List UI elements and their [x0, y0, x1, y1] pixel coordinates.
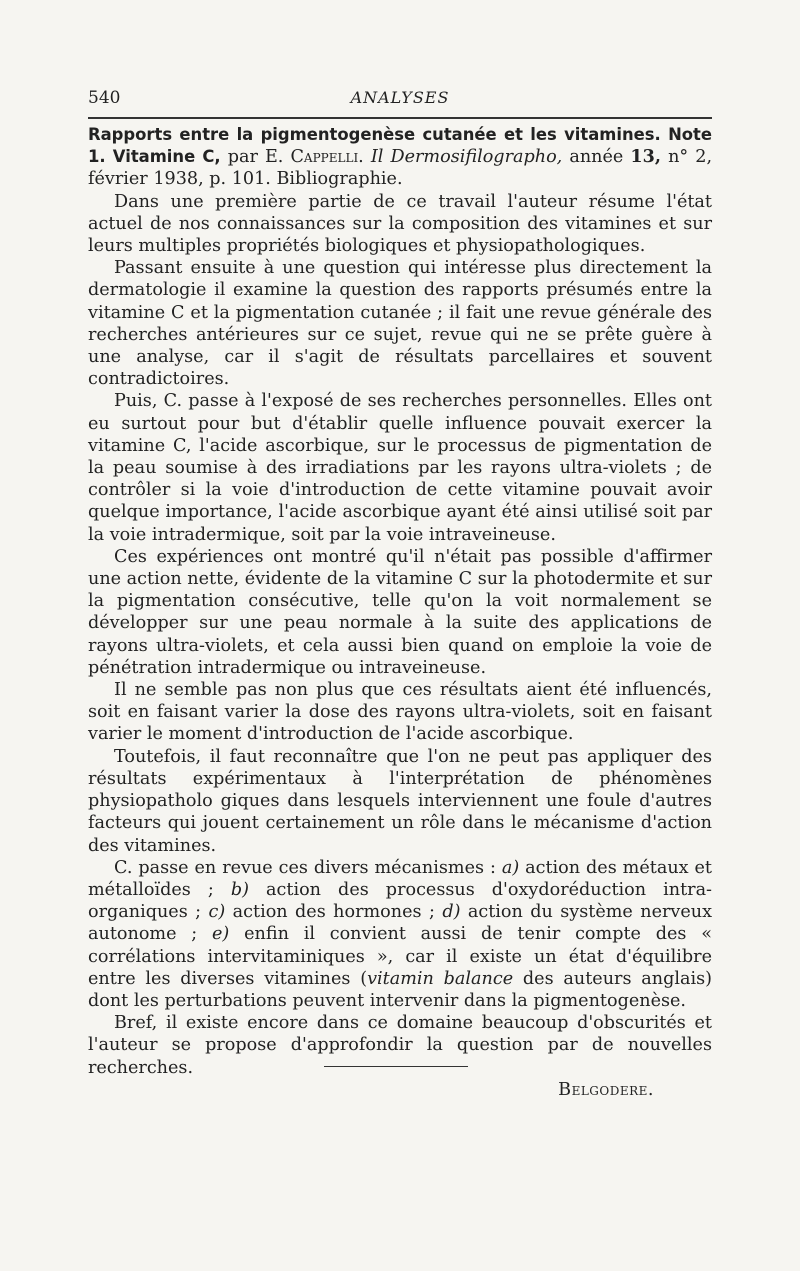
p7-text-5: action du système nerveux autonome ; — [88, 902, 713, 945]
paragraph-6: Toutefois, il faut reconnaître que l'on ne peut pas appliquer des résultats expérimentaux à l'interprétation de phénomènes physiopatholo giques dans lesquels interviennent une foule d'autres facteurs qui jouent certainement un rôle dans le mécanisme d'action des vitamines. — [88, 746, 712, 856]
article-journal: Il Dermosifilographo, — [370, 147, 563, 168]
p7-text-6: enfin il convient aussi de tenir compte des « corrélations intervitaminiques », car il existe un état d'équilibre entre les diverses vitamines ( — [88, 924, 712, 989]
paragraph-1: Dans une première partie de ce travail l'auteur résume l'état actuel de nos connaissances sur la composition des vitamines et sur leurs multiples propriétés biologiques et physiopathologiques. — [88, 191, 712, 257]
enum-a: a) — [501, 857, 520, 878]
paragraph-2: Passant ensuite à une question qui intéresse plus directement la dermatologie il examine la question des rapports présumés entre la vitamine C et la pigmentation cutanée ; il fait une revue générale des recherches antérieures sur ce sujet, revue qui ne se prête guère à une analyse, car il s'agit de résultats parcellaires et souvent contradictoires. — [88, 258, 712, 390]
article-title: Rapports entre la pigmentogenèse cutanée et les vitamines. Note 1. Vitamine C, — [88, 125, 712, 167]
paragraph-8: Bref, il existe encore dans ce domaine beaucoup d'obscurités et l'auteur se propose d'approfondir la question par de nouvelles recherches. — [88, 1013, 712, 1078]
article — [88, 124, 712, 1101]
paragraph-4: Ces expériences ont montré qu'il n'était pas possible d'affirmer une action nette, évidente de la vitamine C sur la photodermite et sur la pigmentation consécutive, telle qu'on la voit normalement se développer sur une peau normale à la suite des applications de rayons ultra-violets, et cela aussi bien quand on emploie la voie de pénétration intradermique ou intraveineuse. — [88, 546, 712, 678]
article-issue: n° 2, février 1938, p. 101. Bibliographie. — [88, 147, 713, 190]
signature: Belgodere. — [558, 1079, 654, 1100]
page-header — [88, 88, 712, 112]
header-rule — [88, 117, 712, 119]
vitamin-balance: vitamin balance — [367, 968, 514, 989]
article-citation — [88, 124, 712, 191]
paragraph-7 — [88, 857, 712, 1012]
p7-text-2: action des métaux et métalloïdes ; — [88, 857, 713, 900]
page-number: 540 — [88, 88, 121, 108]
article-year-label: année — [569, 147, 624, 168]
end-rule — [324, 1066, 468, 1067]
p7-text-1: C. passe en revue ces divers mécanismes : — [114, 857, 496, 878]
article-author: Cappelli. — [290, 147, 364, 168]
article-volume: 13, — [630, 146, 662, 168]
enum-b: b) — [230, 879, 249, 900]
p7-text-7: des auteurs anglais) dont les perturbations peuvent intervenir dans la pigmentogenèse. — [88, 968, 712, 1011]
running-title: ANALYSES — [350, 88, 450, 107]
paragraph-5: Il ne semble pas non plus que ces résultats aient été influencés, soit en faisant varier la dose des rayons ultra-violets, soit en faisant varier le moment d'introduction de l'acide ascorbique. — [88, 680, 712, 745]
p7-text-4: action des hormones ; — [232, 902, 435, 923]
enum-e: e) — [212, 924, 230, 945]
article-by: par E. — [227, 147, 284, 168]
paragraph-3: Puis, C. passe à l'exposé de ses recherches personnelles. Elles ont eu surtout pour but d'établir quelle influence pouvait exercer la vitamine C, l'acide ascorbique, sur le processus de pigmentation de la peau soumise à des irradiations par les rayons ultra-violets ; de contrôler si la voie d'introduction de cette vitamine pouvait avoir quelque importance, l'acide ascorbique ayant été ainsi utilisé soit par la voie intradermique, soit par la voie intraveineuse. — [88, 391, 712, 545]
enum-d: d) — [442, 902, 461, 923]
p7-text-3: action des processus d'oxydoréduction intra-organiques ; — [88, 879, 713, 923]
enum-c: c) — [208, 902, 226, 923]
